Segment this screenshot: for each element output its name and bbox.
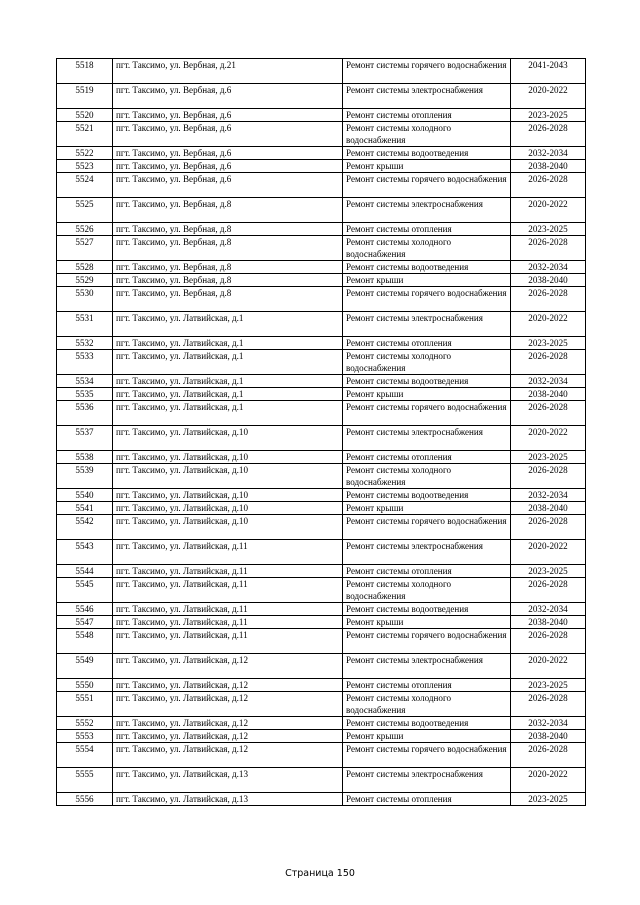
- work-type-cell: Ремонт системы электроснабжения: [343, 84, 511, 109]
- row-number: 5537: [57, 426, 113, 451]
- table-row: [57, 160, 586, 173]
- table-row: [57, 173, 586, 198]
- page-number: Страница 150: [285, 868, 355, 879]
- table-row: [57, 388, 586, 401]
- table-row: [57, 793, 586, 806]
- address-cell: пгт. Таксимо, ул. Латвийская, д.11: [113, 629, 343, 654]
- table-row: [57, 59, 586, 84]
- address-cell: пгт. Таксимо, ул. Латвийская, д.12: [113, 654, 343, 679]
- address-cell: пгт. Таксимо, ул. Латвийская, д.11: [113, 578, 343, 603]
- period-cell: 2026-2028: [511, 743, 586, 768]
- work-type-cell: Ремонт системы водоотведения: [343, 489, 511, 502]
- work-type-cell: Ремонт крыши: [343, 616, 511, 629]
- address-cell: пгт. Таксимо, ул. Латвийская, д.12: [113, 692, 343, 717]
- row-number: 5546: [57, 603, 113, 616]
- row-number: 5556: [57, 793, 113, 806]
- address-cell: пгт. Таксимо, ул. Латвийская, д.10: [113, 502, 343, 515]
- address-cell: пгт. Таксимо, ул. Латвийская, д.1: [113, 375, 343, 388]
- address-cell: пгт. Таксимо, ул. Латвийская, д.10: [113, 426, 343, 451]
- work-type-cell: Ремонт системы горячего водоснабжения: [343, 629, 511, 654]
- period-cell: 2023-2025: [511, 337, 586, 350]
- table-row: [57, 198, 586, 223]
- table-row: [57, 679, 586, 692]
- work-type-cell: Ремонт системы электроснабжения: [343, 312, 511, 337]
- address-cell: пгт. Таксимо, ул. Вербная, д.8: [113, 287, 343, 312]
- table-row: [57, 489, 586, 502]
- work-type-cell: Ремонт системы холодного водоснабжения: [343, 578, 511, 603]
- row-number: 5530: [57, 287, 113, 312]
- period-cell: 2023-2025: [511, 223, 586, 236]
- work-type-cell: Ремонт крыши: [343, 274, 511, 287]
- table-row: [57, 502, 586, 515]
- work-type-cell: Ремонт системы горячего водоснабжения: [343, 59, 511, 84]
- row-number: 5549: [57, 654, 113, 679]
- address-cell: пгт. Таксимо, ул. Латвийская, д.12: [113, 743, 343, 768]
- table-row: [57, 654, 586, 679]
- row-number: 5554: [57, 743, 113, 768]
- period-cell: 2032-2034: [511, 717, 586, 730]
- period-cell: 2026-2028: [511, 692, 586, 717]
- table-row: [57, 464, 586, 489]
- period-cell: 2026-2028: [511, 122, 586, 147]
- address-cell: пгт. Таксимо, ул. Латвийская, д.1: [113, 312, 343, 337]
- row-number: 5532: [57, 337, 113, 350]
- period-cell: 2038-2040: [511, 160, 586, 173]
- address-cell: пгт. Таксимо, ул. Латвийская, д.11: [113, 540, 343, 565]
- table-row: [57, 84, 586, 109]
- period-cell: 2023-2025: [511, 679, 586, 692]
- row-number: 5525: [57, 198, 113, 223]
- table-row: [57, 401, 586, 426]
- period-cell: 2038-2040: [511, 502, 586, 515]
- address-cell: пгт. Таксимо, ул. Вербная, д.6: [113, 109, 343, 122]
- period-cell: 2038-2040: [511, 388, 586, 401]
- row-number: 5541: [57, 502, 113, 515]
- row-number: 5548: [57, 629, 113, 654]
- row-number: 5518: [57, 59, 113, 84]
- period-cell: 2020-2022: [511, 84, 586, 109]
- table-row: [57, 236, 586, 261]
- row-number: 5531: [57, 312, 113, 337]
- work-type-cell: Ремонт системы электроснабжения: [343, 768, 511, 793]
- period-cell: 2026-2028: [511, 464, 586, 489]
- table-row: [57, 692, 586, 717]
- address-cell: пгт. Таксимо, ул. Латвийская, д.10: [113, 464, 343, 489]
- table-row: [57, 616, 586, 629]
- period-cell: 2032-2034: [511, 375, 586, 388]
- address-cell: пгт. Таксимо, ул. Вербная, д.8: [113, 274, 343, 287]
- work-type-cell: Ремонт системы электроснабжения: [343, 426, 511, 451]
- period-cell: 2020-2022: [511, 312, 586, 337]
- address-cell: пгт. Таксимо, ул. Вербная, д.8: [113, 198, 343, 223]
- work-type-cell: Ремонт системы водоотведения: [343, 717, 511, 730]
- table-row: [57, 147, 586, 160]
- period-cell: 2032-2034: [511, 261, 586, 274]
- period-cell: 2023-2025: [511, 451, 586, 464]
- period-cell: 2023-2025: [511, 565, 586, 578]
- row-number: 5536: [57, 401, 113, 426]
- address-cell: пгт. Таксимо, ул. Латвийская, д.10: [113, 489, 343, 502]
- period-cell: 2032-2034: [511, 489, 586, 502]
- period-cell: 2038-2040: [511, 616, 586, 629]
- row-number: 5539: [57, 464, 113, 489]
- row-number: 5552: [57, 717, 113, 730]
- work-type-cell: Ремонт системы холодного водоснабжения: [343, 122, 511, 147]
- work-type-cell: Ремонт крыши: [343, 388, 511, 401]
- work-type-cell: Ремонт системы отопления: [343, 337, 511, 350]
- row-number: 5543: [57, 540, 113, 565]
- work-type-cell: Ремонт системы электроснабжения: [343, 654, 511, 679]
- work-type-cell: Ремонт системы горячего водоснабжения: [343, 173, 511, 198]
- address-cell: пгт. Таксимо, ул. Латвийская, д.12: [113, 717, 343, 730]
- period-cell: 2026-2028: [511, 515, 586, 540]
- address-cell: пгт. Таксимо, ул. Вербная, д.6: [113, 147, 343, 160]
- table-row: [57, 565, 586, 578]
- period-cell: 2020-2022: [511, 426, 586, 451]
- table-row: [57, 578, 586, 603]
- work-type-cell: Ремонт системы электроснабжения: [343, 198, 511, 223]
- work-type-cell: Ремонт системы водоотведения: [343, 603, 511, 616]
- work-type-cell: Ремонт системы горячего водоснабжения: [343, 401, 511, 426]
- row-number: 5520: [57, 109, 113, 122]
- address-cell: пгт. Таксимо, ул. Латвийская, д.1: [113, 388, 343, 401]
- table-body: [57, 59, 586, 806]
- work-type-cell: Ремонт системы холодного водоснабжения: [343, 692, 511, 717]
- address-cell: пгт. Таксимо, ул. Латвийская, д.1: [113, 337, 343, 350]
- row-number: 5528: [57, 261, 113, 274]
- period-cell: 2026-2028: [511, 578, 586, 603]
- period-cell: 2038-2040: [511, 730, 586, 743]
- address-cell: пгт. Таксимо, ул. Латвийская, д.10: [113, 451, 343, 464]
- work-type-cell: Ремонт системы электроснабжения: [343, 540, 511, 565]
- work-type-cell: Ремонт крыши: [343, 160, 511, 173]
- period-cell: 2026-2028: [511, 629, 586, 654]
- address-cell: пгт. Таксимо, ул. Латвийская, д.11: [113, 565, 343, 578]
- address-cell: пгт. Таксимо, ул. Вербная, д.6: [113, 122, 343, 147]
- work-type-cell: Ремонт системы отопления: [343, 679, 511, 692]
- table-row: [57, 223, 586, 236]
- work-type-cell: Ремонт системы отопления: [343, 451, 511, 464]
- row-number: 5542: [57, 515, 113, 540]
- period-cell: 2020-2022: [511, 540, 586, 565]
- work-type-cell: Ремонт системы водоотведения: [343, 261, 511, 274]
- table-row: [57, 109, 586, 122]
- period-cell: 2026-2028: [511, 173, 586, 198]
- row-number: 5529: [57, 274, 113, 287]
- row-number: 5535: [57, 388, 113, 401]
- address-cell: пгт. Таксимо, ул. Латвийская, д.1: [113, 350, 343, 375]
- address-cell: пгт. Таксимо, ул. Вербная, д.8: [113, 236, 343, 261]
- work-type-cell: Ремонт системы холодного водоснабжения: [343, 350, 511, 375]
- period-cell: 2032-2034: [511, 147, 586, 160]
- row-number: 5522: [57, 147, 113, 160]
- table-row: [57, 274, 586, 287]
- work-type-cell: Ремонт системы отопления: [343, 223, 511, 236]
- table-row: [57, 375, 586, 388]
- work-type-cell: Ремонт системы водоотведения: [343, 375, 511, 388]
- row-number: 5551: [57, 692, 113, 717]
- row-number: 5538: [57, 451, 113, 464]
- period-cell: 2020-2022: [511, 654, 586, 679]
- work-type-cell: Ремонт системы водоотведения: [343, 147, 511, 160]
- work-type-cell: Ремонт системы отопления: [343, 109, 511, 122]
- row-number: 5521: [57, 122, 113, 147]
- address-cell: пгт. Таксимо, ул. Вербная, д.6: [113, 160, 343, 173]
- address-cell: пгт. Таксимо, ул. Вербная, д.6: [113, 173, 343, 198]
- table-row: [57, 350, 586, 375]
- address-cell: пгт. Таксимо, ул. Вербная, д.21: [113, 59, 343, 84]
- table-row: [57, 768, 586, 793]
- address-cell: пгт. Таксимо, ул. Латвийская, д.12: [113, 730, 343, 743]
- table-row: [57, 730, 586, 743]
- address-cell: пгт. Таксимо, ул. Латвийская, д.13: [113, 768, 343, 793]
- table-row: [57, 603, 586, 616]
- row-number: 5534: [57, 375, 113, 388]
- work-type-cell: Ремонт системы холодного водоснабжения: [343, 464, 511, 489]
- table-row: [57, 261, 586, 274]
- table-row: [57, 515, 586, 540]
- address-cell: пгт. Таксимо, ул. Латвийская, д.13: [113, 793, 343, 806]
- period-cell: 2023-2025: [511, 109, 586, 122]
- period-cell: 2020-2022: [511, 768, 586, 793]
- table-row: [57, 287, 586, 312]
- work-type-cell: Ремонт системы горячего водоснабжения: [343, 743, 511, 768]
- period-cell: 2023-2025: [511, 793, 586, 806]
- table-row: [57, 629, 586, 654]
- table-row: [57, 451, 586, 464]
- address-cell: пгт. Таксимо, ул. Латвийская, д.10: [113, 515, 343, 540]
- work-type-cell: Ремонт системы отопления: [343, 565, 511, 578]
- row-number: 5523: [57, 160, 113, 173]
- period-cell: 2041-2043: [511, 59, 586, 84]
- work-type-cell: Ремонт системы горячего водоснабжения: [343, 287, 511, 312]
- row-number: 5547: [57, 616, 113, 629]
- row-number: 5533: [57, 350, 113, 375]
- table-row: [57, 312, 586, 337]
- row-number: 5550: [57, 679, 113, 692]
- row-number: 5540: [57, 489, 113, 502]
- work-type-cell: Ремонт системы отопления: [343, 793, 511, 806]
- work-type-cell: Ремонт крыши: [343, 502, 511, 515]
- address-cell: пгт. Таксимо, ул. Латвийская, д.1: [113, 401, 343, 426]
- address-cell: пгт. Таксимо, ул. Латвийская, д.12: [113, 679, 343, 692]
- address-cell: пгт. Таксимо, ул. Латвийская, д.11: [113, 616, 343, 629]
- row-number: 5545: [57, 578, 113, 603]
- table-row: [57, 743, 586, 768]
- period-cell: 2026-2028: [511, 287, 586, 312]
- period-cell: 2038-2040: [511, 274, 586, 287]
- address-cell: пгт. Таксимо, ул. Вербная, д.8: [113, 223, 343, 236]
- row-number: 5555: [57, 768, 113, 793]
- period-cell: 2020-2022: [511, 198, 586, 223]
- period-cell: 2026-2028: [511, 401, 586, 426]
- work-type-cell: Ремонт системы холодного водоснабжения: [343, 236, 511, 261]
- table-row: [57, 717, 586, 730]
- row-number: 5524: [57, 173, 113, 198]
- address-cell: пгт. Таксимо, ул. Вербная, д.8: [113, 261, 343, 274]
- table-row: [57, 337, 586, 350]
- repair-schedule-table: [56, 58, 586, 806]
- address-cell: пгт. Таксимо, ул. Латвийская, д.11: [113, 603, 343, 616]
- row-number: 5519: [57, 84, 113, 109]
- row-number: 5553: [57, 730, 113, 743]
- row-number: 5544: [57, 565, 113, 578]
- work-type-cell: Ремонт крыши: [343, 730, 511, 743]
- address-cell: пгт. Таксимо, ул. Вербная, д.6: [113, 84, 343, 109]
- period-cell: 2026-2028: [511, 236, 586, 261]
- period-cell: 2026-2028: [511, 350, 586, 375]
- row-number: 5527: [57, 236, 113, 261]
- work-type-cell: Ремонт системы горячего водоснабжения: [343, 515, 511, 540]
- table-row: [57, 122, 586, 147]
- period-cell: 2032-2034: [511, 603, 586, 616]
- row-number: 5526: [57, 223, 113, 236]
- table-row: [57, 426, 586, 451]
- table-row: [57, 540, 586, 565]
